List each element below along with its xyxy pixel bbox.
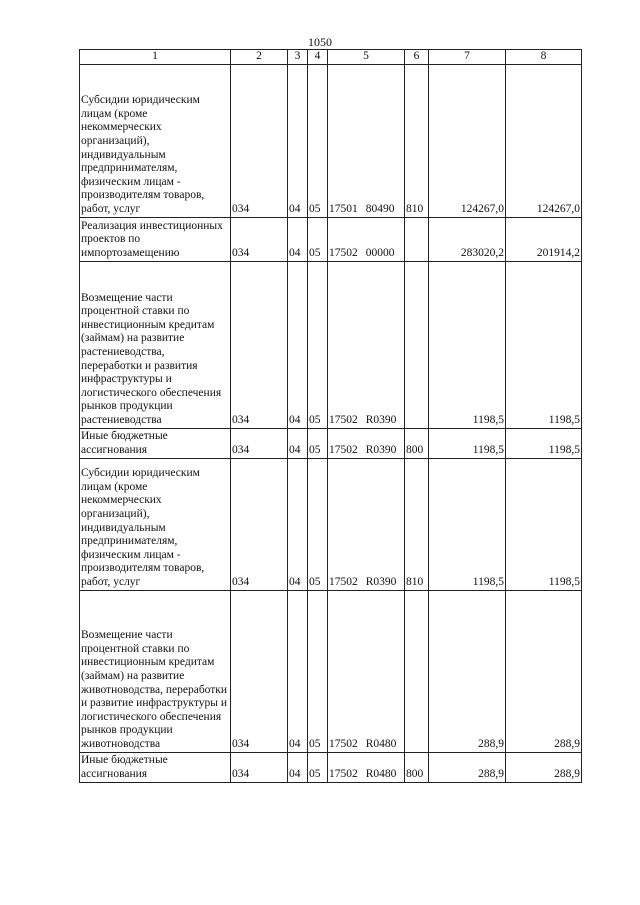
amount-year-1: 1198,5 <box>429 428 506 458</box>
target-article-program: 17502 <box>329 768 358 780</box>
page-number: 1050 <box>308 35 332 49</box>
amount-year-2: 201914,2 <box>506 217 582 261</box>
table-row <box>80 458 582 590</box>
target-article-code <box>328 217 405 261</box>
amount-year-1: 283020,2 <box>429 217 506 261</box>
amount-year-2: 288,9 <box>506 752 582 782</box>
section-code: 04 <box>288 64 308 217</box>
target-article-program: 17502 <box>329 247 358 259</box>
row-name: Иные бюджетные ассигнования <box>80 752 231 782</box>
amount-year-1: 288,9 <box>429 590 506 752</box>
expense-type-code: 810 <box>405 458 429 590</box>
amount-year-1: 288,9 <box>429 752 506 782</box>
amount-year-1: 1198,5 <box>429 261 506 428</box>
target-article-program: 17501 <box>329 203 358 215</box>
subsection-code: 05 <box>308 428 328 458</box>
target-article-direction: R0480 <box>365 768 397 780</box>
expense-type-code: 800 <box>405 428 429 458</box>
target-article-direction: R0390 <box>365 444 397 456</box>
table-row <box>80 261 582 428</box>
section-code: 04 <box>288 261 308 428</box>
header-cell: 7 <box>429 50 506 65</box>
header-cell: 1 <box>80 50 231 65</box>
amount-year-2: 1198,5 <box>506 428 582 458</box>
row-name: Субсидии юридическим лицам (кроме некоммерческих организаций), индивидуальным предпринимателям, физическим лицам - производителям товаров, работ, услуг <box>80 458 231 590</box>
target-article-code <box>328 752 405 782</box>
row-name: Иные бюджетные ассигнования <box>80 428 231 458</box>
expense-type-code: 800 <box>405 752 429 782</box>
target-article-code <box>328 458 405 590</box>
target-article-direction: R0480 <box>365 738 397 750</box>
target-article-program: 17502 <box>329 444 358 456</box>
expense-type-code <box>405 590 429 752</box>
amount-year-2: 288,9 <box>506 590 582 752</box>
target-article-program: 17502 <box>329 576 358 588</box>
target-article-direction: 00000 <box>365 247 395 259</box>
header-cell: 3 <box>288 50 308 65</box>
grbs-code: 034 <box>231 458 288 590</box>
target-article-program: 17502 <box>329 738 358 750</box>
target-article-direction: R0390 <box>365 576 397 588</box>
amount-year-1: 124267,0 <box>429 64 506 217</box>
grbs-code: 034 <box>231 217 288 261</box>
grbs-code: 034 <box>231 428 288 458</box>
target-article-direction: 80490 <box>365 203 395 215</box>
amount-year-1: 1198,5 <box>429 458 506 590</box>
subsection-code: 05 <box>308 261 328 428</box>
target-article-direction: R0390 <box>365 414 397 426</box>
amount-year-2: 1198,5 <box>506 458 582 590</box>
expense-type-code: 810 <box>405 64 429 217</box>
row-name: Субсидии юридическим лицам (кроме некоммерческих организаций), индивидуальным предпринимателям, физическим лицам - производителям товаров, работ, услуг <box>80 64 231 217</box>
row-name: Возмещение части процентной ставки по инвестиционным кредитам (займам) на развитие животноводства, переработки и развитие инфраструктуры и логистического обеспечения рынков продукции животноводства <box>80 590 231 752</box>
grbs-code: 034 <box>231 752 288 782</box>
amount-year-2: 124267,0 <box>506 64 582 217</box>
section-code: 04 <box>288 428 308 458</box>
header-cell: 5 <box>328 50 405 65</box>
target-article-code <box>328 590 405 752</box>
header-cell: 8 <box>506 50 582 65</box>
header-cell: 2 <box>231 50 288 65</box>
grbs-code: 034 <box>231 64 288 217</box>
section-code: 04 <box>288 752 308 782</box>
section-code: 04 <box>288 590 308 752</box>
target-article-code <box>328 64 405 217</box>
expense-type-code <box>405 261 429 428</box>
table-row <box>80 64 582 217</box>
table-row <box>80 590 582 752</box>
budget-table <box>79 49 582 783</box>
section-code: 04 <box>288 458 308 590</box>
subsection-code: 05 <box>308 64 328 217</box>
target-article-code <box>328 428 405 458</box>
row-name: Возмещение части процентной ставки по инвестиционным кредитам (займам) на развитие растениеводства, переработки и развития инфраструктуры и логистического обеспечения рынков продукции растениеводства <box>80 261 231 428</box>
subsection-code: 05 <box>308 752 328 782</box>
grbs-code: 034 <box>231 261 288 428</box>
header-cell: 4 <box>308 50 328 65</box>
row-name: Реализация инвестиционных проектов по импортозамещению <box>80 217 231 261</box>
subsection-code: 05 <box>308 217 328 261</box>
grbs-code: 034 <box>231 590 288 752</box>
header-cell: 6 <box>405 50 429 65</box>
amount-year-2: 1198,5 <box>506 261 582 428</box>
table-row <box>80 217 582 261</box>
header-row <box>80 50 582 65</box>
target-article-code <box>328 261 405 428</box>
table-row <box>80 752 582 782</box>
subsection-code: 05 <box>308 458 328 590</box>
section-code: 04 <box>288 217 308 261</box>
table-row <box>80 428 582 458</box>
expense-type-code <box>405 217 429 261</box>
target-article-program: 17502 <box>329 414 358 426</box>
subsection-code: 05 <box>308 590 328 752</box>
